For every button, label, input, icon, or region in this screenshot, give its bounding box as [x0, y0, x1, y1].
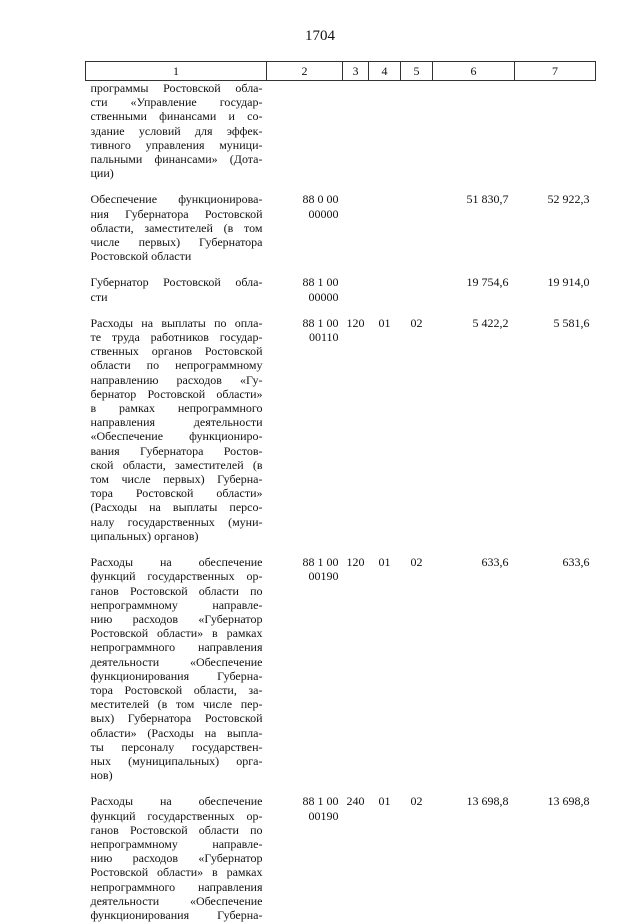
- row-name-line: ганов Ростовской области по: [91, 584, 263, 598]
- row-name-line: функционирования Губерна-: [91, 669, 263, 683]
- row-name-line: здание условий для эффек-: [91, 124, 263, 138]
- subsection-cell: 02: [401, 304, 433, 543]
- header-col-2: 2: [267, 62, 343, 81]
- row-name-line: вых) Губернатора Ростовской: [91, 711, 263, 725]
- subsection-cell: 02: [401, 782, 433, 922]
- expense-type-cell: 120: [343, 543, 369, 782]
- row-name-line: области» (Расходы на выпла-: [91, 726, 263, 740]
- row-name-line: нию расходов «Губернатор: [91, 851, 263, 865]
- row-name-line: ской области, заместителей (в: [91, 458, 263, 472]
- row-name-line: вания Губернатора Ростов-: [91, 444, 263, 458]
- row-name-line: области по непрограммному: [91, 358, 263, 372]
- subsection-cell: [401, 180, 433, 263]
- table-row: [86, 263, 596, 303]
- section-cell: [369, 180, 401, 263]
- expense-type-cell: 120: [343, 304, 369, 543]
- row-name-line: те труда работников государ-: [91, 330, 263, 344]
- row-name-line: ных (муниципальных) орга-: [91, 754, 263, 768]
- row-name-line: Губернатор Ростовской обла-: [91, 275, 263, 289]
- budget-table: [85, 61, 596, 922]
- section-cell: [369, 81, 401, 181]
- amount-year2-cell: 13 698,8: [515, 782, 596, 922]
- row-name-line: функционирования Губерна-: [91, 908, 263, 922]
- header-col-3: 3: [343, 62, 369, 81]
- row-name-line: Ростовской области: [91, 249, 263, 263]
- row-name-line: нов): [91, 768, 263, 782]
- subsection-cell: 02: [401, 543, 433, 782]
- table-row: [86, 543, 596, 782]
- row-name-line: деятельности «Обеспечение: [91, 655, 263, 669]
- amount-year2-cell: 5 581,6: [515, 304, 596, 543]
- amount-year1-cell: 13 698,8: [433, 782, 515, 922]
- row-name-line: местителей (в том числе пер-: [91, 697, 263, 711]
- row-name-line: Ростовской области» в рамках: [91, 626, 263, 640]
- row-name-line: тора Ростовской области, за-: [91, 683, 263, 697]
- header-col-7: 7: [515, 62, 596, 81]
- subsection-cell: [401, 263, 433, 303]
- row-name-line: непрограммному направле-: [91, 837, 263, 851]
- row-name-line: нию расходов «Губернатор: [91, 612, 263, 626]
- budget-code-cell: 88 1 00 00000: [267, 263, 343, 303]
- table-row: [86, 180, 596, 263]
- row-name-line: направления деятельности: [91, 415, 263, 429]
- budget-code-cell: 88 1 00 00190: [267, 782, 343, 922]
- row-name-line: сти «Управление государ-: [91, 95, 263, 109]
- amount-year1-cell: 19 754,6: [433, 263, 515, 303]
- header-col-6: 6: [433, 62, 515, 81]
- row-name-line: программы Ростовской обла-: [91, 81, 263, 95]
- row-name-cell: [86, 180, 267, 263]
- header-col-1: 1: [86, 62, 267, 81]
- row-name-line: (Расходы на выплаты персо-: [91, 500, 263, 514]
- row-name-line: ственных органов Ростовской: [91, 344, 263, 358]
- row-name-line: Ростовской области» в рамках: [91, 865, 263, 879]
- row-name-cell: [86, 543, 267, 782]
- subsection-cell: [401, 81, 433, 181]
- header-col-5: 5: [401, 62, 433, 81]
- row-name-line: Расходы на обеспечение: [91, 555, 263, 569]
- row-name-line: в рамках непрограммного: [91, 401, 263, 415]
- row-name-line: непрограммного направления: [91, 640, 263, 654]
- budget-code-cell: [267, 81, 343, 181]
- row-name-line: непрограммного направления: [91, 880, 263, 894]
- row-name-line: Обеспечение функционирова-: [91, 192, 263, 206]
- expense-type-cell: [343, 81, 369, 181]
- row-name-cell: [86, 304, 267, 543]
- header-row: [86, 62, 596, 81]
- amount-year1-cell: 633,6: [433, 543, 515, 782]
- row-name-line: ципальных) органов): [91, 529, 263, 543]
- row-name-cell: [86, 782, 267, 922]
- section-cell: 01: [369, 304, 401, 543]
- table-row: [86, 304, 596, 543]
- row-name-line: ганов Ростовской области по: [91, 823, 263, 837]
- row-name-line: том числе первых) Губерна-: [91, 472, 263, 486]
- row-name-line: тивного управления муници-: [91, 138, 263, 152]
- row-name-line: деятельности «Обеспечение: [91, 894, 263, 908]
- row-name-cell: [86, 263, 267, 303]
- row-name-line: функций государственных ор-: [91, 809, 263, 823]
- row-name-line: функций государственных ор-: [91, 569, 263, 583]
- amount-year2-cell: 52 922,3: [515, 180, 596, 263]
- row-name-line: ственными финансами и со-: [91, 109, 263, 123]
- table-row: [86, 782, 596, 922]
- section-cell: 01: [369, 543, 401, 782]
- section-cell: [369, 263, 401, 303]
- header-col-4: 4: [369, 62, 401, 81]
- budget-code-cell: 88 1 00 00110: [267, 304, 343, 543]
- row-name-line: Расходы на обеспечение: [91, 794, 263, 808]
- table-body: [86, 81, 596, 922]
- expense-type-cell: 240: [343, 782, 369, 922]
- amount-year2-cell: 633,6: [515, 543, 596, 782]
- row-name-line: ции): [91, 166, 263, 180]
- row-name-line: бернатор Ростовской области»: [91, 387, 263, 401]
- row-name-line: области, заместителей (в том: [91, 221, 263, 235]
- row-name-line: числе первых) Губернатора: [91, 235, 263, 249]
- row-name-cell: [86, 81, 267, 181]
- row-name-line: непрограммному направле-: [91, 598, 263, 612]
- budget-code-cell: 88 1 00 00190: [267, 543, 343, 782]
- amount-year2-cell: [515, 81, 596, 181]
- budget-code-cell: 88 0 00 00000: [267, 180, 343, 263]
- row-name-line: направлению расходов «Гу-: [91, 373, 263, 387]
- row-name-line: пальными финансами» (Дота-: [91, 152, 263, 166]
- amount-year1-cell: 51 830,7: [433, 180, 515, 263]
- row-name-line: ния Губернатора Ростовской: [91, 207, 263, 221]
- row-name-line: ты персоналу государствен-: [91, 740, 263, 754]
- row-name-line: налу государственных (муни-: [91, 515, 263, 529]
- table-row: [86, 81, 596, 181]
- expense-type-cell: [343, 263, 369, 303]
- page-number: 1704: [0, 28, 640, 45]
- row-name-line: Расходы на выплаты по опла-: [91, 316, 263, 330]
- section-cell: 01: [369, 782, 401, 922]
- amount-year2-cell: 19 914,0: [515, 263, 596, 303]
- row-name-line: сти: [91, 290, 263, 304]
- expense-type-cell: [343, 180, 369, 263]
- row-name-line: «Обеспечение функциониро-: [91, 429, 263, 443]
- amount-year1-cell: 5 422,2: [433, 304, 515, 543]
- amount-year1-cell: [433, 81, 515, 181]
- row-name-line: тора Ростовской области»: [91, 486, 263, 500]
